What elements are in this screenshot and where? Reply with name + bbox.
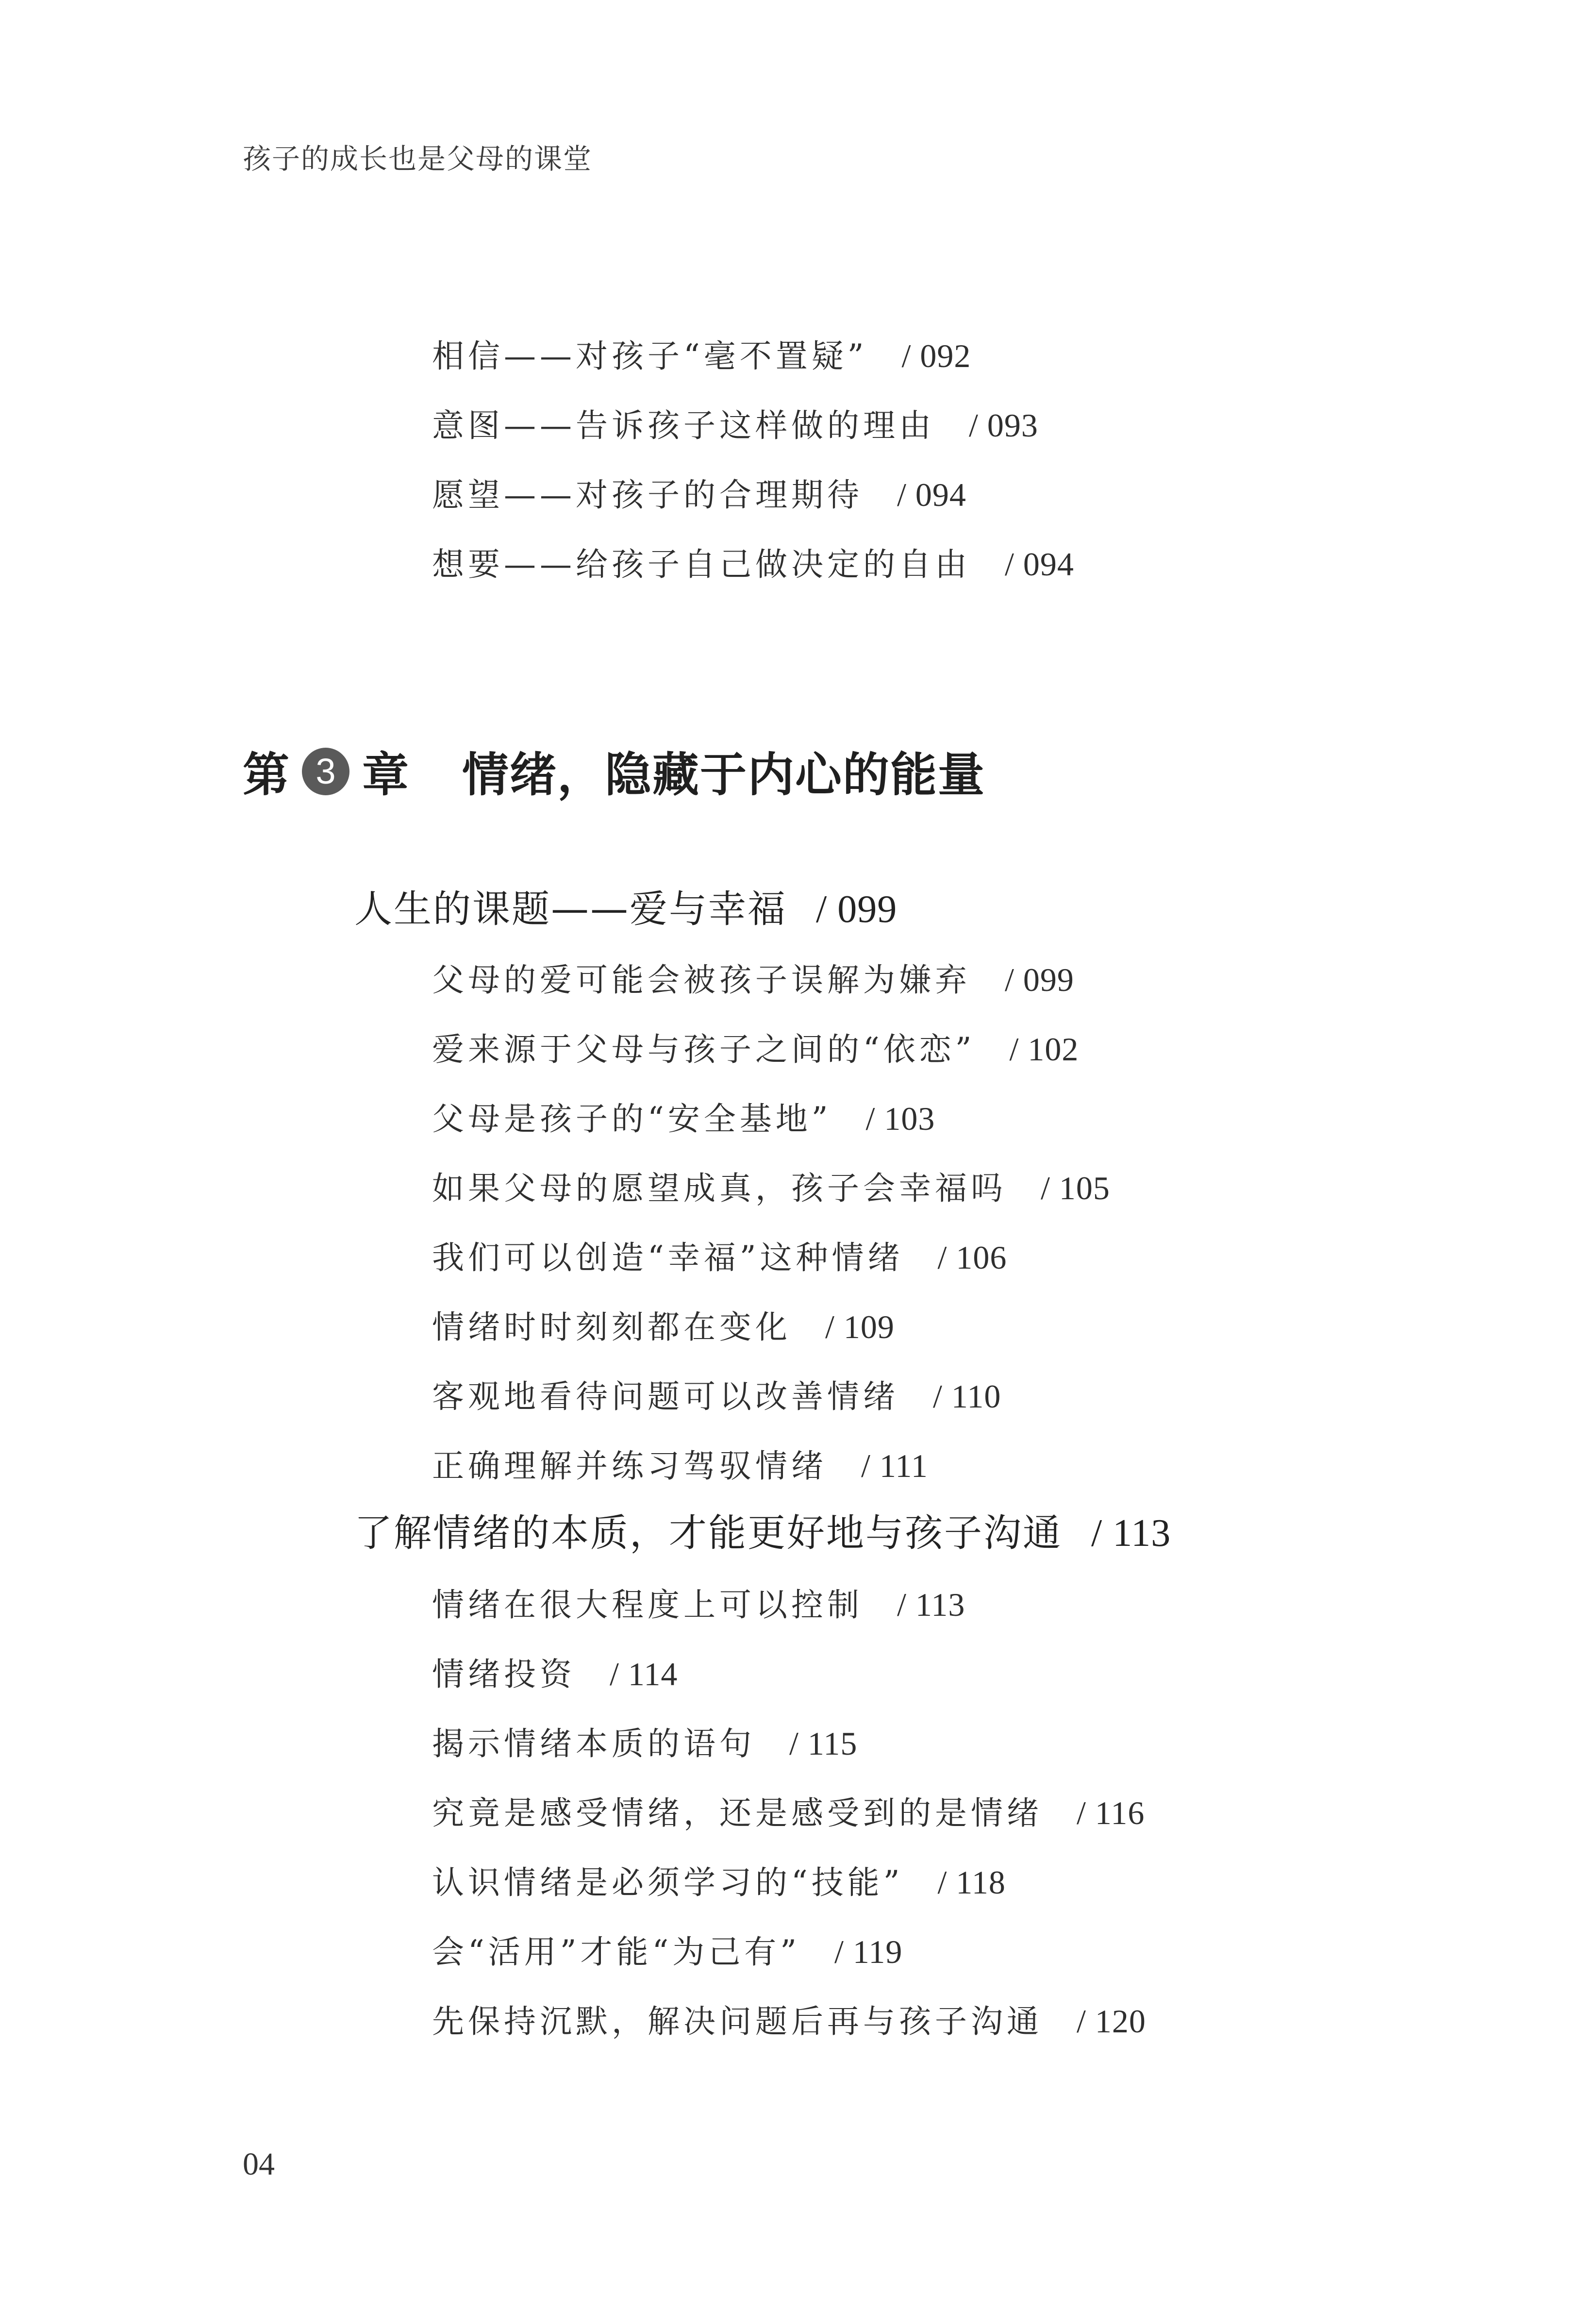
chapter-suffix: 章 bbox=[362, 748, 409, 802]
toc-entry-page: / 092 bbox=[901, 337, 971, 374]
toc-section-entry[interactable] bbox=[354, 1503, 1171, 1557]
toc-entry[interactable] bbox=[432, 1232, 1007, 1278]
toc-entry-page: / 111 bbox=[861, 1447, 928, 1484]
toc-entry-page: / 094 bbox=[897, 476, 966, 513]
toc-entry[interactable] bbox=[432, 1093, 935, 1139]
toc-entry-title: 我们可以创造“幸福”这种情绪 bbox=[432, 1239, 904, 1276]
toc-entry[interactable] bbox=[432, 1787, 1145, 1833]
toc-entry-page: / 102 bbox=[1009, 1031, 1079, 1068]
toc-entry[interactable] bbox=[432, 954, 1074, 1000]
toc-entry-page: / 116 bbox=[1077, 1794, 1145, 1831]
toc-entry-title: 先保持沉默，解决问题后再与孩子沟通 bbox=[432, 2003, 1043, 2040]
toc-entry[interactable] bbox=[432, 1857, 1006, 1903]
toc-entry-title: 揭示情绪本质的语句 bbox=[432, 1725, 755, 1762]
toc-entry[interactable] bbox=[432, 330, 971, 376]
toc-section-title: 人生的课题——爱与幸福 bbox=[354, 888, 787, 931]
toc-entry-title: 如果父母的愿望成真，孩子会幸福吗 bbox=[432, 1170, 1007, 1207]
toc-section-title: 了解情绪的本质，才能更好地与孩子沟通 bbox=[354, 1511, 1063, 1555]
toc-entry-page: / 094 bbox=[1005, 546, 1074, 583]
toc-entry-page: / 115 bbox=[789, 1725, 858, 1762]
toc-entry-page: / 106 bbox=[937, 1239, 1007, 1276]
toc-entry-page: / 099 bbox=[1005, 961, 1074, 998]
toc-entry[interactable] bbox=[432, 1440, 928, 1486]
toc-entry-title: 究竟是感受情绪，还是感受到的是情绪 bbox=[432, 1794, 1043, 1832]
toc-entry[interactable] bbox=[432, 400, 1038, 446]
chapter-title: 情绪，隐藏于内心的能量 bbox=[462, 748, 985, 802]
toc-entry-title: 相信——对孩子“毫不置疑” bbox=[432, 337, 868, 375]
toc-entry-title: 情绪投资 bbox=[432, 1656, 576, 1693]
toc-entry-title: 意图——告诉孩子这样做的理由 bbox=[432, 407, 935, 444]
toc-entry-page: / 110 bbox=[933, 1378, 1001, 1415]
chapter-number-badge: 3 bbox=[302, 748, 349, 795]
toc-section-page: / 099 bbox=[816, 888, 898, 931]
toc-section-page: / 113 bbox=[1091, 1512, 1171, 1555]
toc-entry-title: 想要——给孩子自己做决定的自由 bbox=[432, 546, 971, 583]
running-head: 孩子的成长也是父母的课堂 bbox=[243, 142, 593, 175]
toc-entry[interactable] bbox=[432, 538, 1074, 585]
toc-entry[interactable] bbox=[432, 1926, 902, 1972]
toc-entry-title: 认识情绪是必须学习的“技能” bbox=[432, 1864, 904, 1901]
toc-entry[interactable] bbox=[432, 1371, 1001, 1417]
toc-entry-title: 父母的爱可能会被孩子误解为嫌弃 bbox=[432, 961, 971, 999]
toc-entry[interactable] bbox=[432, 1023, 1079, 1070]
toc-entry-page: / 105 bbox=[1041, 1170, 1110, 1206]
toc-entry-title: 父母是孩子的“安全基地” bbox=[432, 1100, 832, 1138]
toc-entry-title: 正确理解并练习驾驭情绪 bbox=[432, 1447, 827, 1485]
toc-entry-page: / 118 bbox=[937, 1864, 1006, 1901]
toc-entry[interactable] bbox=[432, 1648, 678, 1694]
toc-entry-title: 情绪时时刻刻都在变化 bbox=[432, 1308, 791, 1346]
toc-entry[interactable] bbox=[432, 1162, 1110, 1208]
toc-entry[interactable] bbox=[432, 1579, 965, 1625]
toc-entry-page: / 093 bbox=[969, 407, 1038, 444]
toc-entry-page: / 114 bbox=[610, 1656, 678, 1692]
toc-entry-title: 情绪在很大程度上可以控制 bbox=[432, 1586, 863, 1624]
toc-entry[interactable] bbox=[432, 1301, 895, 1347]
chapter-prefix: 第 bbox=[243, 748, 289, 802]
toc-entry-page: / 109 bbox=[825, 1308, 895, 1345]
chapter-heading[interactable] bbox=[243, 738, 985, 804]
toc-entry-page: / 113 bbox=[897, 1586, 965, 1623]
toc-entry-page: / 120 bbox=[1077, 2003, 1146, 2040]
toc-entry[interactable] bbox=[432, 469, 966, 515]
toc-entry-title: 会“活用”才能“为己有” bbox=[432, 1933, 800, 1971]
toc-entry-page: / 103 bbox=[865, 1100, 935, 1137]
toc-entry[interactable] bbox=[432, 1718, 857, 1764]
toc-entry-title: 爱来源于父母与孩子之间的“依恋” bbox=[432, 1031, 976, 1068]
toc-entry[interactable] bbox=[432, 1995, 1146, 2042]
page-number: 04 bbox=[243, 2146, 275, 2182]
toc-section-entry[interactable] bbox=[354, 879, 897, 933]
toc-entry-title: 客观地看待问题可以改善情绪 bbox=[432, 1378, 899, 1415]
toc-entry-page: / 119 bbox=[834, 1933, 903, 1970]
toc-entry-title: 愿望——对孩子的合理期待 bbox=[432, 476, 863, 514]
